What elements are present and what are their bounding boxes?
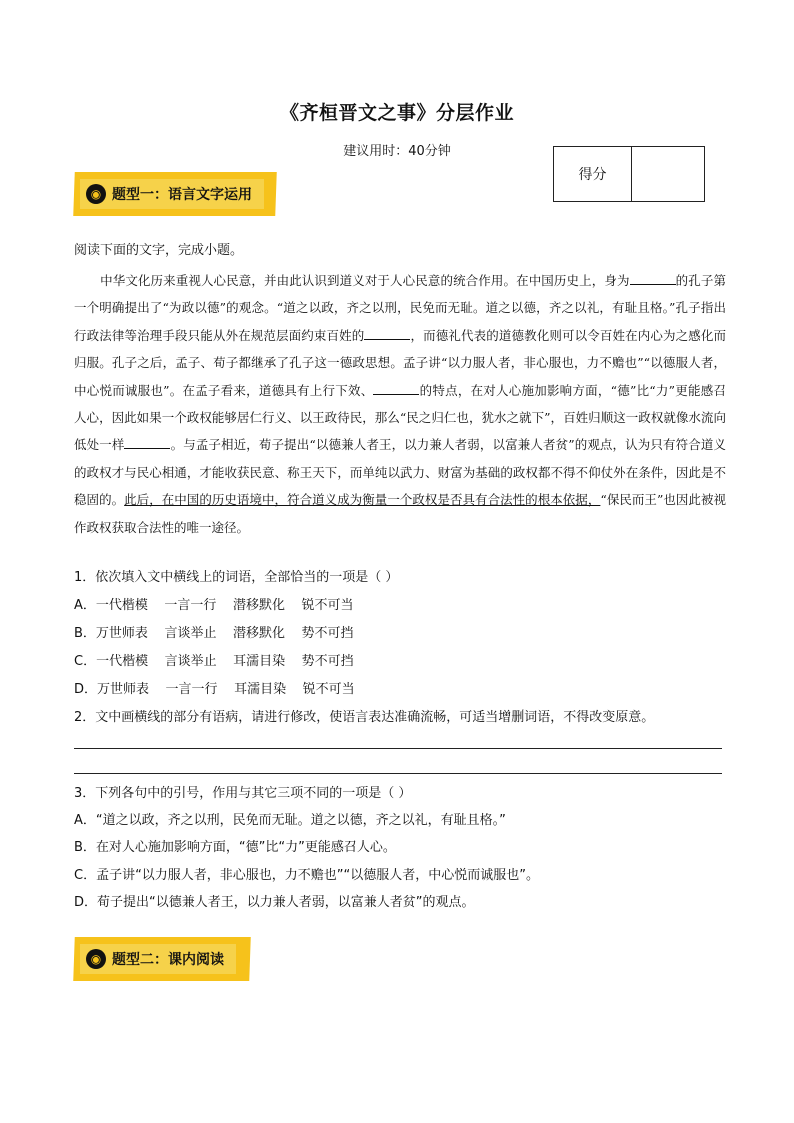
passage-text: 中华文化历来重视人心民意，并由此认识到道义对于人心民意的统合作用。在中国历史上，身为 — [100, 273, 630, 288]
option-3b[interactable]: B．在对人心施加影响方面，“德”比“力”更能感召人心。 — [74, 840, 396, 855]
option-1a[interactable]: A．一代楷模 一言一行 潜移默化 锐不可当 — [74, 598, 354, 613]
option-1b[interactable]: B．万世师表 言谈举止 潜移默化 势不可挡 — [74, 626, 354, 641]
option-3d[interactable]: D．荀子提出“以德兼人者王，以力兼人者弱，以富兼人者贫”的观点。 — [74, 895, 475, 910]
answer-line-1[interactable] — [74, 748, 722, 749]
question-3-stem: 3．下列各句中的引号，作用与其它三项不同的一项是（ ） — [74, 786, 412, 801]
passage-text: 。与孟子相近，荀子提出“以德兼人者王，以力兼人者弱，以富兼人者贫”的观点，认为只有符合道义的政权才与民心相通，才能收获民意、称王天下，而单纯以武力、财富为基础的政权都不得不仰仗外在条件，因此是不稳固的。 — [74, 437, 726, 508]
option-1c[interactable]: C．一代楷模 言谈举止 耳濡目染 势不可挡 — [74, 654, 354, 669]
score-value-field[interactable] — [632, 147, 704, 201]
fill-blank-3[interactable] — [373, 381, 419, 395]
passage-text: ，而德礼代表的道德教化则可以令百姓在内心为之感化而归服。孔子之后，孟子、荀子都继承了孔子这一德政思想。孟子讲“以力服人者，非心服也，力不赡也”“以德服人者，中心悦而诚服也”。在孟子看来，道德具有上行下效、 — [74, 327, 726, 398]
section-tag-1 — [74, 172, 276, 216]
option-1d[interactable]: D．万世师表 一言一行 耳濡目染 锐不可当 — [74, 682, 355, 697]
question-1-stem: 1．依次填入文中横线上的词语，全部恰当的一项是（ ） — [74, 570, 399, 585]
fill-blank-4[interactable] — [124, 435, 170, 449]
answer-line-2[interactable] — [74, 773, 722, 774]
section-tag-2 — [74, 937, 250, 981]
option-3a[interactable]: A．“道之以政，齐之以刑，民免而无耻。道之以德，齐之以礼，有耻且格。” — [74, 813, 506, 828]
option-3c[interactable]: C．孟子讲“以力服人者，非心服也，力不赡也”“以德服人者，中心悦而诚服也”。 — [74, 868, 540, 883]
passage-text: 的特点，在对人心施加影响方面，“德”比“力”更能感召人心，因此如果一个政权能够居仁行义、以王政待民，那么“民之归仁也，犹水之就下”，百姓归顺这一政权就像水流向低处一样 — [74, 382, 726, 453]
section-label: 题型二：课内阅读 — [112, 952, 224, 968]
section-label: 题型一：语言文字运用 — [112, 187, 252, 203]
passage-text: “保民而王”也因此被视作政权获取合法性的唯一途径。 — [74, 492, 726, 535]
brain-head-icon: ◉ — [86, 184, 106, 204]
page-title: 《齐桓晋文之事》分层作业 — [279, 102, 514, 124]
instruction-text: 阅读下面的文字，完成小题。 — [74, 243, 244, 258]
suggested-time: 建议用时：40分钟 — [343, 144, 451, 159]
brain-head-icon: ◉ — [86, 949, 106, 969]
score-label: 得分 — [554, 147, 632, 201]
reading-passage — [74, 267, 726, 541]
fill-blank-2[interactable] — [364, 326, 410, 340]
question-2-stem: 2．文中画横线的部分有语病，请进行修改，使语言表达准确流畅，可适当增删词语，不得改变原意。 — [74, 710, 655, 725]
passage-text: 的孔子第一个明确提出了“为政以德”的观念。“道之以政，齐之以刑，民免而无耻。道之以德，齐之以礼，有耻且格。”孔子指出行政法律等治理手段只能从外在规范层面约束百姓的 — [74, 273, 726, 343]
underlined-sentence: 此后，在中国的历史语境中，符合道义成为衡量一个政权是否具有合法性的根本依据， — [124, 492, 601, 508]
fill-blank-1[interactable] — [630, 271, 676, 285]
score-box — [553, 146, 705, 202]
